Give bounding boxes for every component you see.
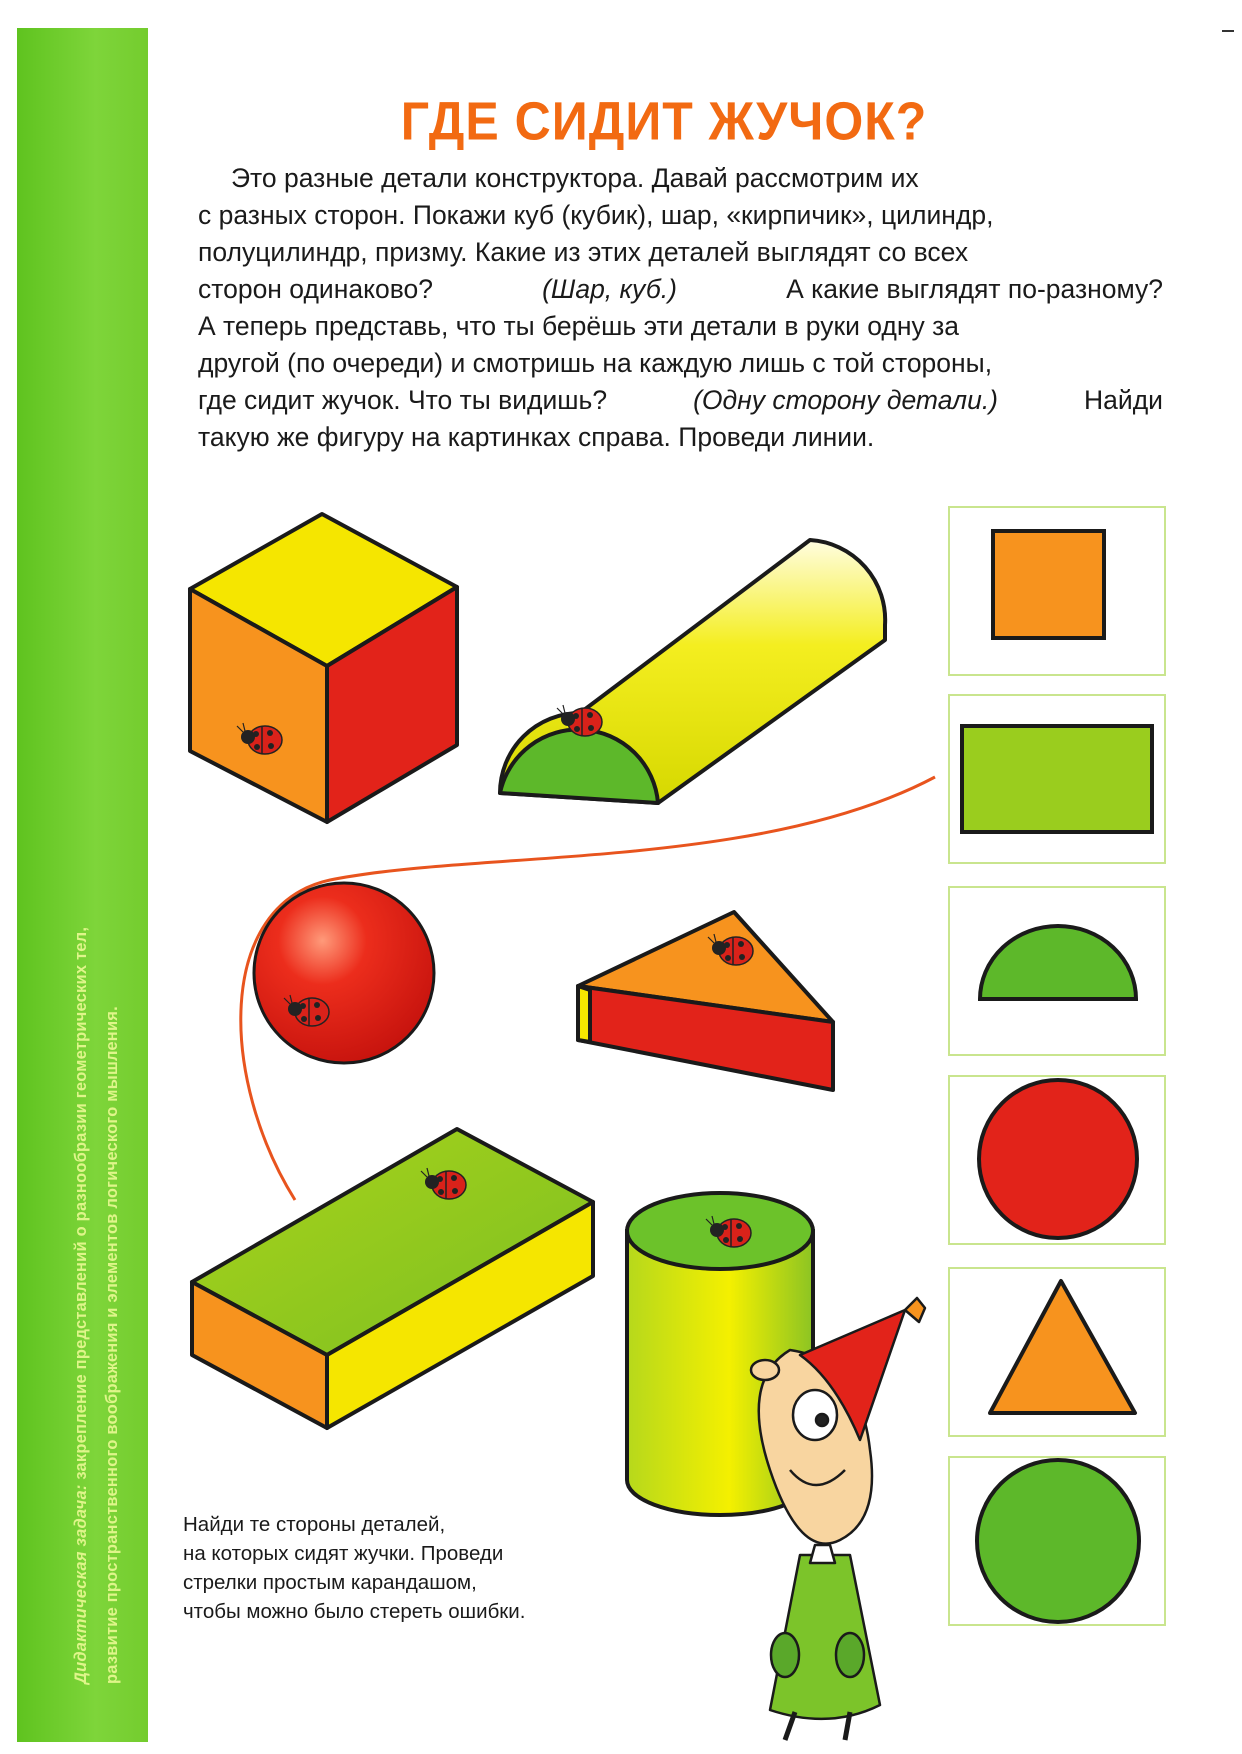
para-text: А теперь представь, что ты берёшь эти детали в руки одну за: [198, 311, 959, 341]
para-text: полуцилиндр, призму. Какие из этих деталей выглядят со всех: [198, 237, 969, 267]
caption-line: стрелки простым карандашом,: [183, 1571, 477, 1594]
caption-line: на которых сидят жучки. Проведи: [183, 1542, 504, 1565]
half-cylinder-shape: [500, 540, 885, 803]
sphere-shape: [254, 883, 434, 1063]
card-semicircle-shape: [980, 926, 1136, 999]
cube-shape: [190, 514, 457, 822]
card-red-circle-shape: [979, 1080, 1137, 1238]
task-label: Дидактическая задача:: [72, 1484, 90, 1684]
para-text: А какие выглядят по-разному?: [786, 274, 1163, 304]
card-rectangle-shape: [962, 726, 1152, 832]
para-text: Найди: [1084, 385, 1163, 415]
para-text: где сидит жучок. Что ты видишь?: [198, 385, 608, 415]
task-line2: развитие пространственного воображения и элементов логического мышления.: [103, 1006, 121, 1684]
hint-caption: [183, 1510, 525, 1626]
card-green-circle-shape: [977, 1460, 1139, 1622]
para-text: такую же фигуру на картинках справа. Проведи линии.: [198, 422, 875, 452]
brick-shape: [192, 1129, 593, 1428]
task-line1: закрепление представлений о разнообразии геометрических тел,: [72, 926, 90, 1485]
caption-line: Найди те стороны деталей,: [183, 1513, 446, 1536]
para-text: другой (по очереди) и смотришь на каждую лишь с той стороны,: [198, 348, 993, 378]
para-answer: (Одну сторону детали.): [693, 385, 999, 415]
prism-shape: [578, 912, 833, 1090]
caption-line: чтобы можно было стереть ошибки.: [183, 1600, 526, 1623]
para-text: сторон одинаково?: [198, 274, 433, 304]
page-title: ГДЕ СИДИТ ЖУЧОК?: [400, 90, 928, 152]
para-answer: (Шар, куб.): [542, 274, 677, 304]
para-text: Это разные детали конструктора. Давай рассмотрим их: [231, 163, 919, 193]
card-triangle-shape: [990, 1281, 1135, 1413]
gnome-character: [751, 1298, 925, 1740]
para-text: с разных сторон. Покажи куб (кубик), шар, «кирпичик», цилиндр,: [198, 200, 994, 230]
card-square-shape: [993, 531, 1104, 638]
